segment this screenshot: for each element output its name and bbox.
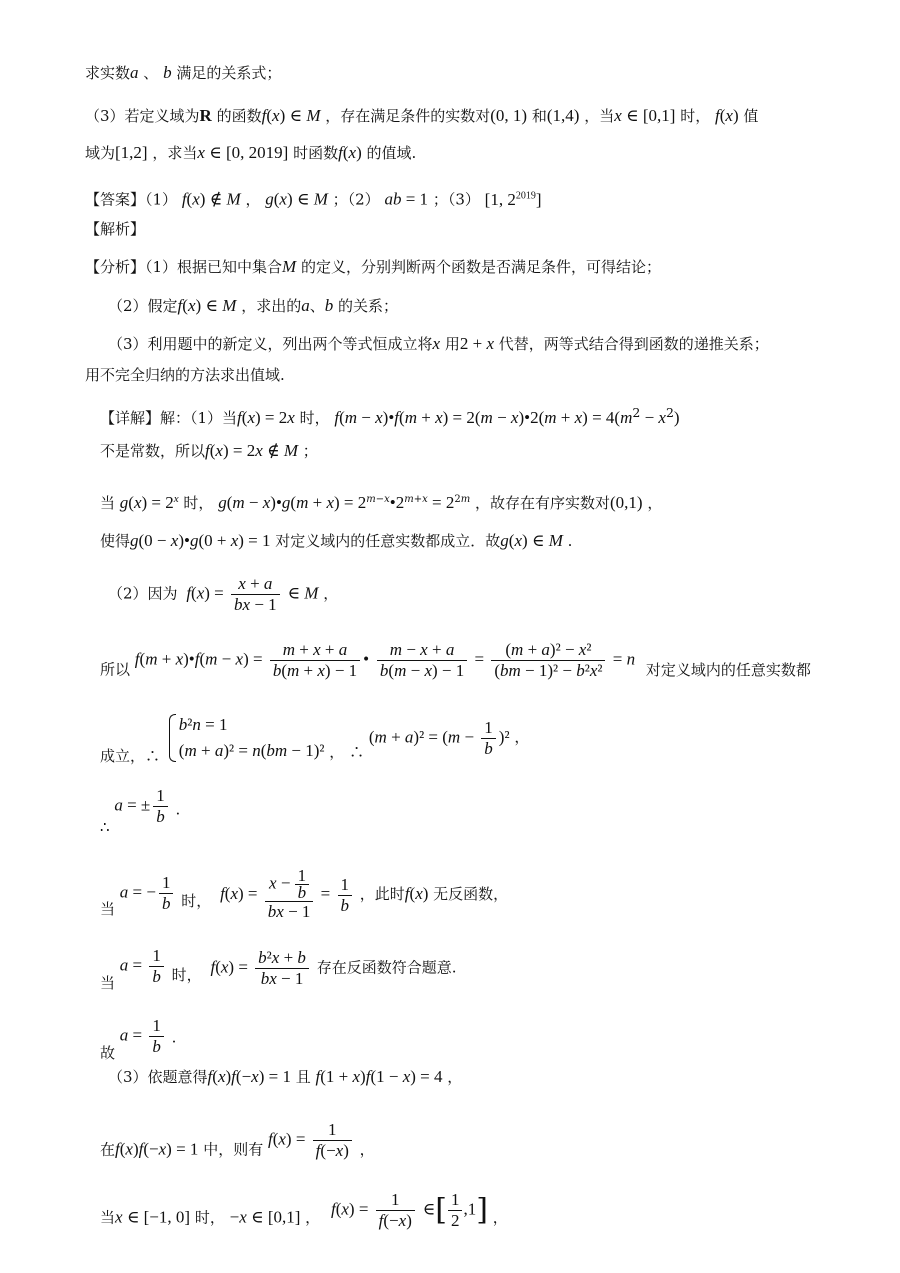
analysis-part-3: （3）利用题中的新定义，列出两个等式恒成立将x 用2 + x 代替，两等式结合得到函数的递推关系；	[108, 334, 769, 353]
detail-1-line-4: 使得g(0 − x)•g(0 + x) = 1 对定义域内的任意实数都成立．故g(x) ∈ M .	[100, 531, 573, 550]
detail-2-line-7: 故 a = $\frac{1}{b}$ .	[100, 1016, 177, 1062]
detail-2-line-4: ∴ a = ± $\frac{1}{b}$ .	[100, 786, 181, 836]
analysis-part-1: 【分析】（1）根据已知中集合M 的定义，分别判断两个函数是否满足条件，可得结论；	[85, 257, 661, 276]
analysis-heading: 【解析】	[85, 220, 146, 238]
detail-3-line-2: 在f(x)f(−x) = 1 中，则有 f(x) = $\frac{1}{f(-x)}$ ，	[100, 1120, 375, 1160]
question-3-line-2: 域为[1,2] ，求当x ∈ [0, 2019] 时函数f(x) 的值域.	[85, 143, 417, 162]
detail-2-line-2: 所以 f(m + x)•f(m − x) = $\frac{m + x + a}{b(m + x) - 1}$ • $\frac{m - x + a}{b(m - x) - 1}$ = $\frac{\text{(m + a)² − x²}}{\text{(bm − 1)² − b²x²}}$ = n 对定义域内的任意实数都	[100, 640, 811, 680]
detail-3-line-3: 当x ∈ [−1, 0] 时， −x ∈ [0,1] ， f(x) = $\frac{1}{f(-x)}$ ∈[ $\frac{1}{2}$ ,1] ，	[100, 1190, 508, 1230]
question-tail: 求实数a 、 b 满足的关系式；	[85, 63, 282, 82]
analysis-part-3-cont: 用不完全归纳的方法求出值域.	[85, 366, 285, 384]
answer-line: 【答案】（1） f(x) ∉ M ， g(x) ∈ M ；（2） ab = 1 ；（3） [1, $2^{2019}$]	[85, 189, 542, 209]
detail-1-line-2: 不是常数，所以f(x) = 2x ∉ M ；	[100, 441, 318, 460]
detail-2-line-3: 成立，∴ b²n = 1 (m + a)² = n(bm − 1)² ， ∴ (m + a)² = (m − $\frac{1}{b}$ )² ，	[100, 712, 529, 764]
detail-2-line-5: 当 a = − $\frac{1}{b}$ 时， f(x) = x − $\frac{1}{b}$ bx − 1 = $\frac{1}{b}$ ，此时f(x) 无反函数，	[100, 866, 509, 921]
detail-1-line-1: 【详解】解：（1）当f(x) = 2x 时， f(m − x)•f(m + x) = 2(m − x)•2(m + $x) = 4(m^2 - x^2)$	[100, 405, 680, 427]
detail-1-line-3: 当 $g(x) = 2^x$ 时， g(m − x)•g(m + $x) = 2^{m-x}•2^{m+x} = 2^{2m}$ ，故存在有序实数对(0,1) ，	[100, 493, 663, 512]
detail-3-line-1: （3）依题意得f(x)f(−x) = 1 且 f(1 + x)f(1 − x) = 4 ，	[108, 1067, 463, 1086]
question-3-line-1: （3）若定义域为R 的函数f(x) ∈ M ，存在满足条件的实数对(0, 1) 和(1,4) ，当x ∈ [0,1] 时， f(x) 值	[85, 106, 759, 125]
detail-2-line-6: 当 a = $\frac{1}{b}$ 时， f(x) = $\frac{\text{b²x + b}}{bx - 1}$ 存在反函数符合题意.	[100, 946, 457, 992]
detail-2-line-1: （2）因为 f(x) = $\frac{x + a}{bx - 1}$ ∈ M ，	[108, 574, 339, 614]
analysis-part-2: （2）假定f(x) ∈ M ，求出的a、b 的关系；	[108, 296, 398, 315]
